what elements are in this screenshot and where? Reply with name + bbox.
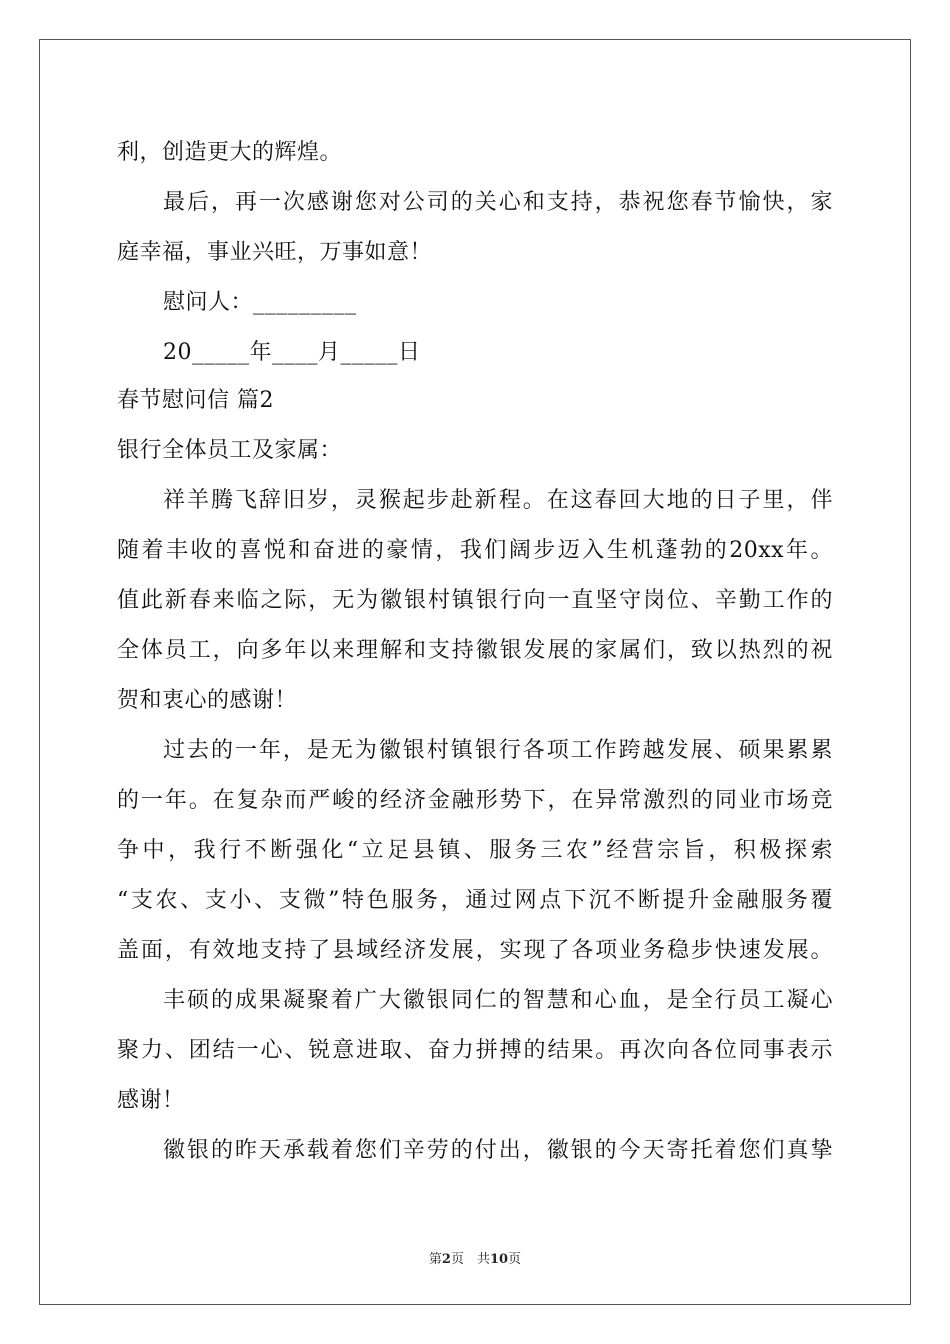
text-line: 的一年。在复杂而严峻的经济金融形势下，在异常激烈的同业市场竞 <box>117 788 833 813</box>
text-line: 值此新春来临之际，无为徽银村镇银行向一直坚守岗位、辛勤工作的 <box>117 588 833 613</box>
text-line: 全体员工，向多年以来理解和支持徽银发展的家属们，致以热烈的祝 <box>117 638 833 663</box>
text-line: 祥羊腾飞辞旧岁，灵猴起步赴新程。在这春回大地的日子里，伴 <box>163 488 833 513</box>
footer-prefix: 第 <box>428 1252 442 1267</box>
page-border <box>39 39 911 1305</box>
page-footer <box>0 1248 950 1267</box>
text-line: 争中，我行不断强化“立足县镇、服务三农”经营宗旨，积极探索 <box>117 838 833 863</box>
text-line: 过去的一年，是无为徽银村镇银行各项工作跨越发展、硕果累累 <box>163 738 833 763</box>
text-line: 贺和衷心的感谢！ <box>117 688 298 713</box>
footer-suffix: 页 <box>508 1252 522 1267</box>
text-line: 20_____年____月_____日 <box>163 340 421 365</box>
text-line: 感谢！ <box>117 1088 185 1113</box>
text-line: 徽银的昨天承载着您们辛劳的付出，徽银的今天寄托着您们真挚 <box>163 1138 833 1163</box>
footer-total-pages: 10 <box>489 1252 509 1267</box>
text-line: 利，创造更大的辉煌。 <box>117 140 343 165</box>
text-line: “支农、支小、支微”特色服务，通过网点下沉不断提升金融服务覆 <box>117 888 833 913</box>
text-line: 最后，再一次感谢您对公司的关心和支持，恭祝您春节愉快，家 <box>163 190 833 215</box>
text-line: 银行全体员工及家属： <box>117 438 343 463</box>
text-line: 慰问人：_________ <box>163 290 357 315</box>
text-line: 春节慰问信 篇2 <box>117 388 274 413</box>
text-line: 随着丰收的喜悦和奋进的豪情，我们阔步迈入生机蓬勃的20xx年。 <box>117 538 833 563</box>
text-line: 盖面，有效地支持了县域经济发展，实现了各项业务稳步快速发展。 <box>117 938 833 963</box>
text-line: 丰硕的成果凝聚着广大徽银同仁的智慧和心血，是全行员工凝心 <box>163 988 833 1013</box>
footer-page-number: 2 <box>441 1252 451 1267</box>
text-line: 聚力、团结一心、锐意进取、奋力拼搏的结果。再次向各位同事表示 <box>117 1038 833 1063</box>
text-line: 庭幸福，事业兴旺，万事如意！ <box>117 240 433 265</box>
footer-middle: 页 共 <box>450 1252 490 1267</box>
